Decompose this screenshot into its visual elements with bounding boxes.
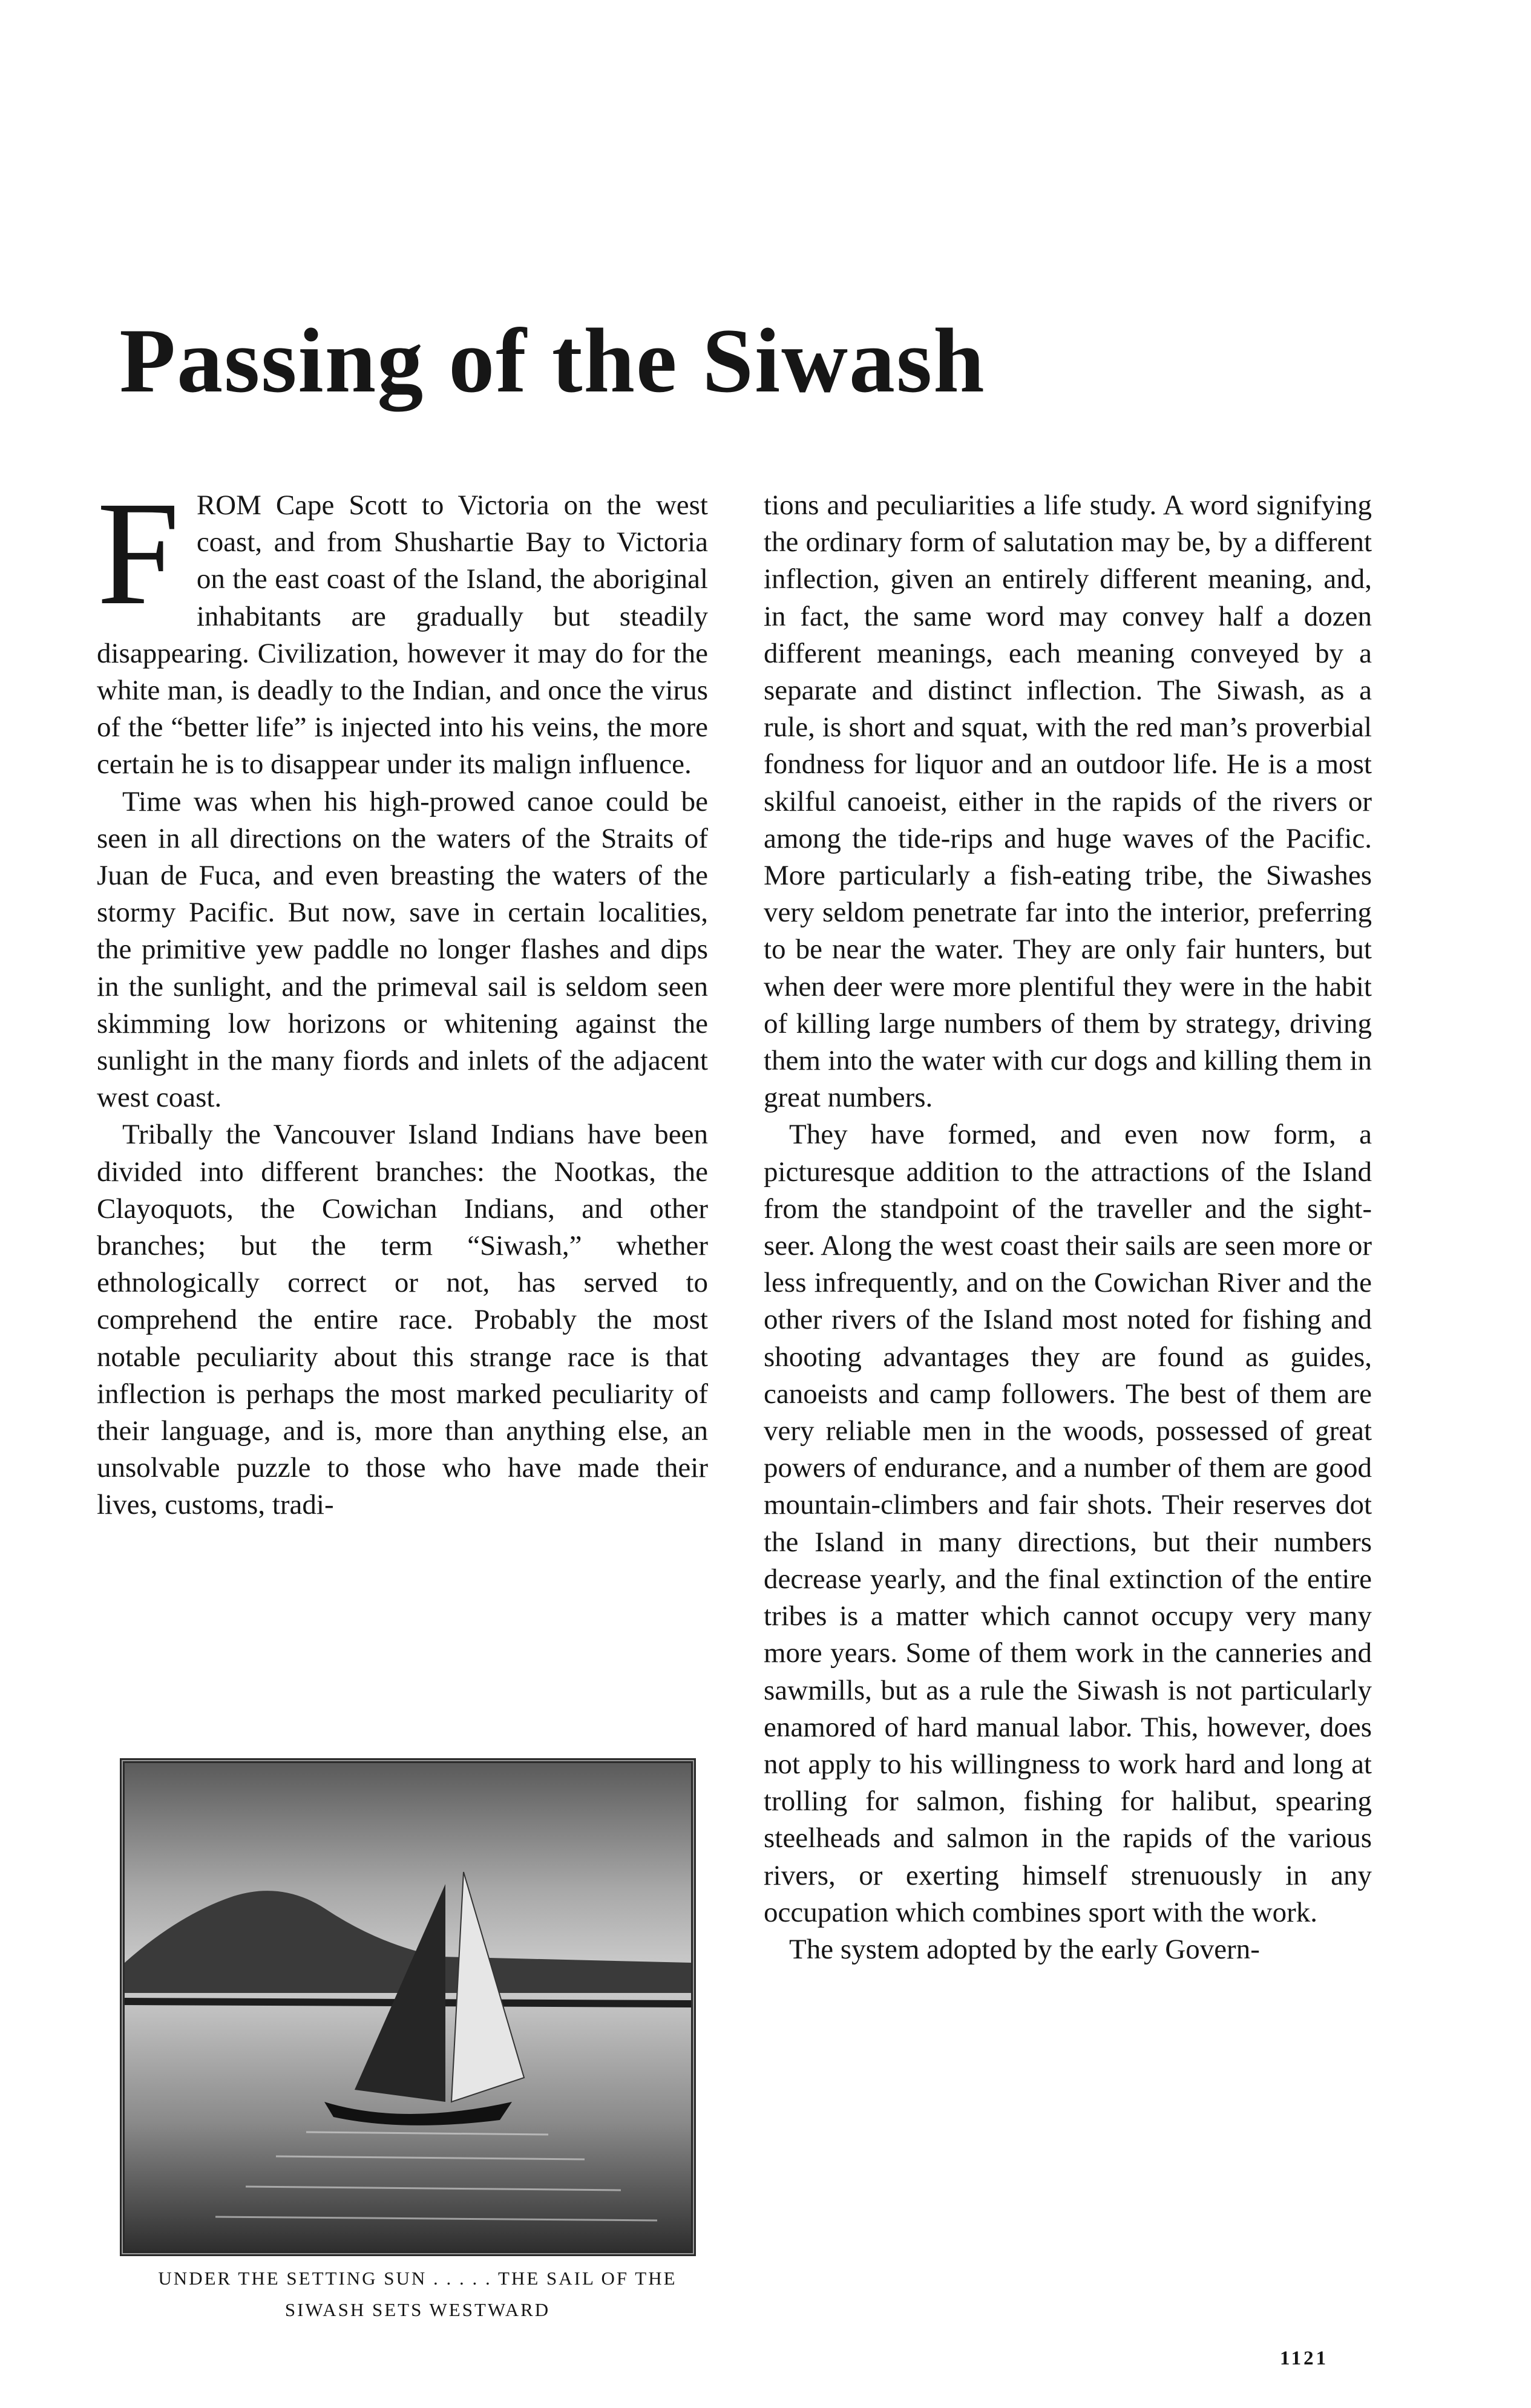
photo-canoe-sail-sunset [120,1758,696,2256]
text-column-right [764,487,1372,1968]
paragraph-1 [97,471,708,784]
paragraph-3-start: Tribally the Vancouver Island Indians have been divided into different branches: the Nootkas, the Clayoquots, the Cowichan Indians, and other branches; but the term “Siwash,” whether ethnologically correct or not, has served to comprehend the entire race. Probably the most notable peculiarity about this strange race is that inflection is perhaps the most marked peculiarity of their language, and is, more than anything else, an unsolvable puzzle to those who have made their lives, customs, tradi- [97,1119,708,1521]
page-number: 1121 [1280,2347,1329,2369]
drop-cap: F [97,471,180,636]
caption-line-2: SIWASH SETS WESTWARD [284,2299,551,2320]
paragraph-5: The system adopted by the early Govern- [789,1933,1260,1965]
article-title: Passing of the Siwash [119,310,986,411]
paragraph-1-text: ROM Cape Scott to Victoria on the west coast, and from Shushartie Bay to Victoria on the east coast of the Island, the aboriginal inhabitants are gradually but steadily disappearing. Civilization, however it may do for the white man, is deadly to the Indian, and once the virus of the “better life” is injected into his veins, the more certain he is to disappear under its malign influence. [97,489,708,780]
photo-illustration [125,1763,691,2251]
paragraph-4: They have formed, and even now form, a picturesque addition to the attractions of the Island from the standpoint of the traveller and the sight-seer. Along the west coast their sails are seen more or less infrequently, and on the Cowichan River and the other rivers of the Island most noted for fishing and shooting advantages they are found as guides, canoeists and camp followers. The best of them are very reliable men in the woods, possessed of great powers of endurance, and a number of them are good mountain-climbers and fair shots. Their reserves dot the Island in many directions, but their numbers decrease yearly, and the final extinction of the entire tribes is a matter which cannot occupy very many more years. Some of them work in the canneries and sawmills, but as a rule the Siwash is not particularly enamored of hard manual labor. This, however, does not apply to his willingness to work hard and long at trolling for salmon, fishing for halibut, spearing steelheads and salmon in the rapids of the various rivers, or exerting himself strenuously in any occupation which combines sport with the work. [764,1119,1372,1928]
paragraph-2: Time was when his high-prowed canoe could be seen in all directions on the waters of the Straits of Juan de Fuca, and even breasting the waters of the stormy Pacific. But now, save in certain localities, the primitive yew paddle no longer flashes and dips in the sunlight, and the primeval sail is seldom seen skimming low horizons or whitening against the sunlight in the many fiords and inlets of the adjacent west coast. [97,785,708,1114]
caption-line-1: UNDER THE SETTING SUN . . . . . THE SAIL OF THE [158,2268,677,2289]
figure-caption [97,2263,738,2326]
text-column-left [97,471,708,1524]
paragraph-3-end: tions and peculiarities a life study. A word signifying the ordinary form of salutation may be, by a different inflection, given an entirely different meaning, and, in fact, the same word may convey half a dozen different meanings, each meaning conveyed by a separate and distinct inflection. The Siwash, as a rule, is short and squat, with the red man’s proverbial fondness for liquor and an outdoor life. He is a most skilful canoeist, either in the rapids of the rivers or among the tide-rips and huge waves of the Pacific. More particularly a fish-eating tribe, the Siwashes very seldom penetrate far into the interior, preferring to be near the water. They are only fair hunters, but when deer were more plentiful they were in the habit of killing large numbers of them by strategy, driving them into the water with cur dogs and killing them in great numbers. [764,489,1372,1114]
